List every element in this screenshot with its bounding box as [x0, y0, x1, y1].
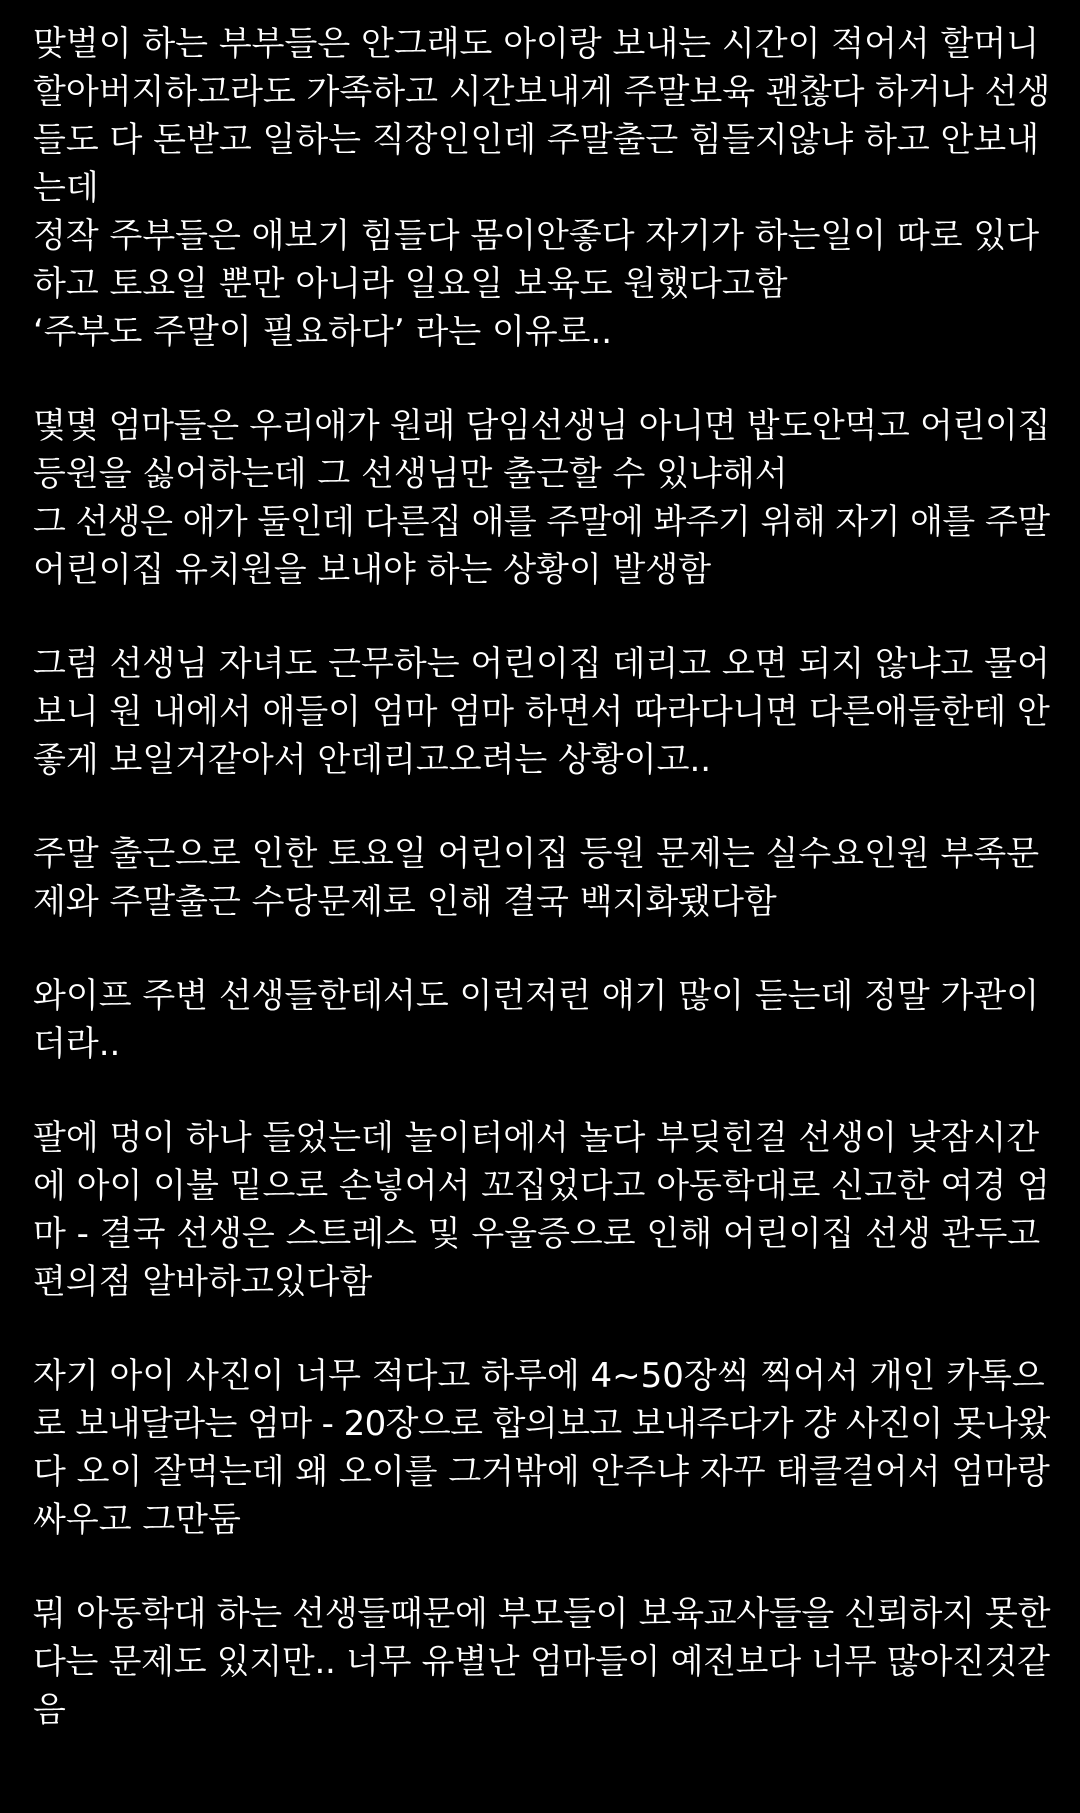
text-paragraph: [33, 1590, 1050, 1734]
text-paragraph: [33, 402, 1050, 594]
text-line: 더라..: [33, 1024, 121, 1064]
text-line: 제와 주말출근 수당문제로 인해 결국 백지화됐다함: [33, 882, 777, 922]
text-line: 맞벌이 하는 부부들은 안그래도 아이랑 보내는 시간이 적어서 할머니: [33, 24, 1040, 64]
text-line: 다 오이 잘먹는데 왜 오이를 그거밖에 안주냐 자꾸 태클걸어서 엄마랑: [33, 1452, 1050, 1492]
text-line: 는데: [33, 168, 99, 208]
text-line: 보니 원 내에서 애들이 엄마 엄마 하면서 따라다니면 다른애들한테 안: [33, 692, 1050, 732]
text-line: 자기 아이 사진이 너무 적다고 하루에 4~50장씩 찍어서 개인 카톡으: [33, 1356, 1045, 1396]
text-line: 하고 토요일 뿐만 아니라 일요일 보육도 원했다고함: [33, 264, 788, 304]
text-line: 로 보내달라는 엄마 - 20장으로 합의보고 보내주다가 걍 사진이 못나왔: [33, 1404, 1050, 1444]
text-line: 다는 문제도 있지만.. 너무 유별난 엄마들이 예전보다 너무 많아진것같: [33, 1642, 1050, 1682]
text-line: 할아버지하고라도 가족하고 시간보내게 주말보육 괜찮다 하거나 선생: [33, 72, 1051, 112]
text-line: 싸우고 그만둠: [33, 1500, 241, 1540]
text-line: 뭐 아동학대 하는 선생들때문에 부모들이 보육교사들을 신뢰하지 못한: [33, 1594, 1051, 1634]
text-line: 에 아이 이불 밑으로 손넣어서 꼬집었다고 아동학대로 신고한 여경 엄: [33, 1166, 1050, 1206]
text-line: 와이프 주변 선생들한테서도 이런저런 얘기 많이 듣는데 정말 가관이: [33, 976, 1040, 1016]
text-line: 정작 주부들은 애보기 힘들다 몸이안좋다 자기가 하는일이 따로 있다: [33, 216, 1040, 256]
text-paragraph: [33, 972, 1050, 1068]
text-line: ‘주부도 주말이 필요하다’ 라는 이유로..: [33, 312, 613, 352]
text-paragraph: [33, 640, 1050, 784]
text-paragraph: [33, 1114, 1050, 1306]
text-line: 음: [33, 1690, 66, 1730]
text-line: 마 - 결국 선생은 스트레스 및 우울증으로 인해 어린이집 선생 관두고: [33, 1214, 1041, 1254]
text-line: 들도 다 돈받고 일하는 직장인인데 주말출근 힘들지않냐 하고 안보내: [33, 120, 1040, 160]
text-paragraph: [33, 20, 1050, 356]
text-line: 주말 출근으로 인한 토요일 어린이집 등원 문제는 실수요인원 부족문: [33, 834, 1040, 874]
text-line: 팔에 멍이 하나 들었는데 놀이터에서 놀다 부딪힌걸 선생이 낮잠시간: [33, 1118, 1040, 1158]
text-line: 편의점 알바하고있다함: [33, 1262, 373, 1302]
text-line: 등원을 싫어하는데 그 선생님만 출근할 수 있냐해서: [33, 454, 788, 494]
text-line: 어린이집 유치원을 보내야 하는 상황이 발생함: [33, 550, 712, 590]
text-line: 몇몇 엄마들은 우리애가 원래 담임선생님 아니면 밥도안먹고 어린이집: [33, 406, 1051, 446]
text-paragraph: [33, 830, 1050, 926]
text-paragraph: [33, 1352, 1050, 1544]
text-line: 좋게 보일거같아서 안데리고오려는 상황이고..: [33, 740, 712, 780]
text-line: 그 선생은 애가 둘인데 다른집 애를 주말에 봐주기 위해 자기 애를 주말: [33, 502, 1050, 542]
text-line: 그럼 선생님 자녀도 근무하는 어린이집 데리고 오면 되지 않냐고 물어: [33, 644, 1050, 684]
